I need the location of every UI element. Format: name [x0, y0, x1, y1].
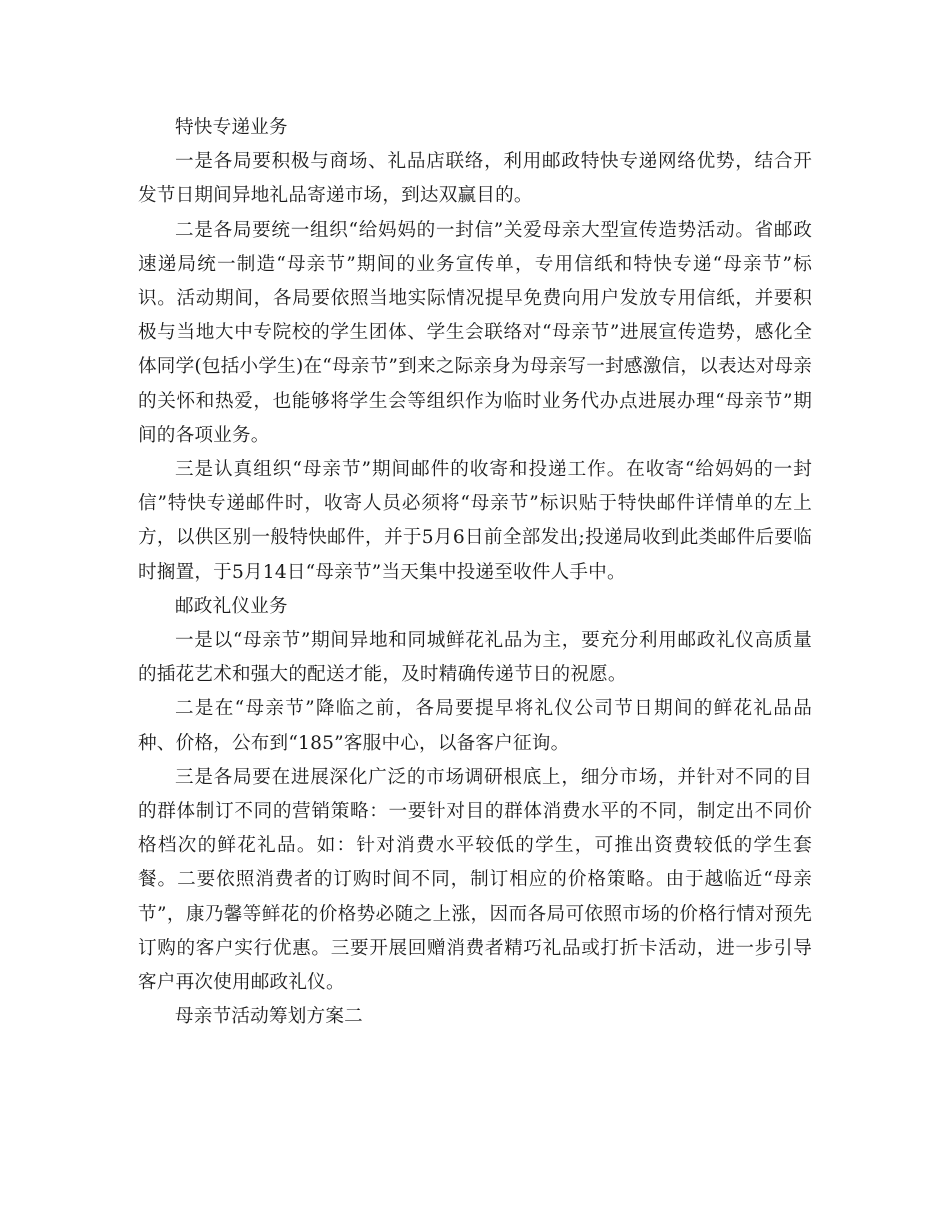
- section-heading-express: 特快专递业务: [175, 117, 288, 138]
- section-heading-plan-two: 母亲节活动筹划方案二: [175, 1006, 363, 1028]
- paragraph: 二是在“母亲节”降临之前，各局要提早将礼仪公司节日期间的鲜花礼品品种、价格，公布到“185”客服中心，以备客户征询。: [138, 698, 812, 754]
- document-body: [138, 111, 812, 1034]
- paragraph: 一是以“母亲节”期间异地和同城鲜花礼品为主，要充分利用邮政礼仪高质量的插花艺术和强大的配送才能，及时精确传递节日的祝愿。: [138, 630, 812, 686]
- paragraph: 三是各局要在进展深化广泛的市场调研根底上，细分市场，并针对不同的目的群体制订不同的营销策略：一要针对目的群体消费水平的不同，制定出不同价格档次的鲜花礼品。如：针对消费水平较低的学生，可推出资费较低的学生套餐。二要依照消费者的订购时间不同，制订相应的价格策略。由于越临近“母亲节”，康乃馨等鲜花的价格势必随之上涨，因而各局可依照市场的价格行情对预先订购的客户实行优惠。三要开展回赠消费者精巧礼品或打折卡活动，进一步引导客户再次使用邮政礼仪。: [138, 766, 812, 994]
- paragraph: 二是各局要统一组织“给妈妈的一封信”关爱母亲大型宣传造势活动。省邮政速递局统一制造“母亲节”期间的业务宣传单，专用信纸和特快专递“母亲节”标识。活动期间，各局要依照当地实际情况提早免费向用户发放专用信纸，并要积极与当地大中专院校的学生团体、学生会联络对“母亲节”进展宣传造势，感化全体同学(包括小学生)在“母亲节”到来之际亲身为母亲写一封感激信，以表达对母亲的关怀和热爱，也能够将学生会等组织作为临时业务代办点进展办理“母亲节”期间的各项业务。: [138, 219, 812, 446]
- paragraph: 一是各局要积极与商场、礼品店联络，利用邮政特快专递网络优势，结合开发节日期间异地礼品寄递市场，到达双赢目的。: [138, 151, 812, 207]
- section-heading-etiquette: 邮政礼仪业务: [175, 595, 288, 617]
- paragraph: 三是认真组织“母亲节”期间邮件的收寄和投递工作。在收寄“给妈妈的一封信”特快专递邮件时，收寄人员必须将“母亲节”标识贴于特快邮件详情单的左上方，以供区别一般特快邮件，并于5月6日前全部发出;投递局收到此类邮件后要临时搁置，于5月14日“母亲节”当天集中投递至收件人手中。: [138, 459, 812, 583]
